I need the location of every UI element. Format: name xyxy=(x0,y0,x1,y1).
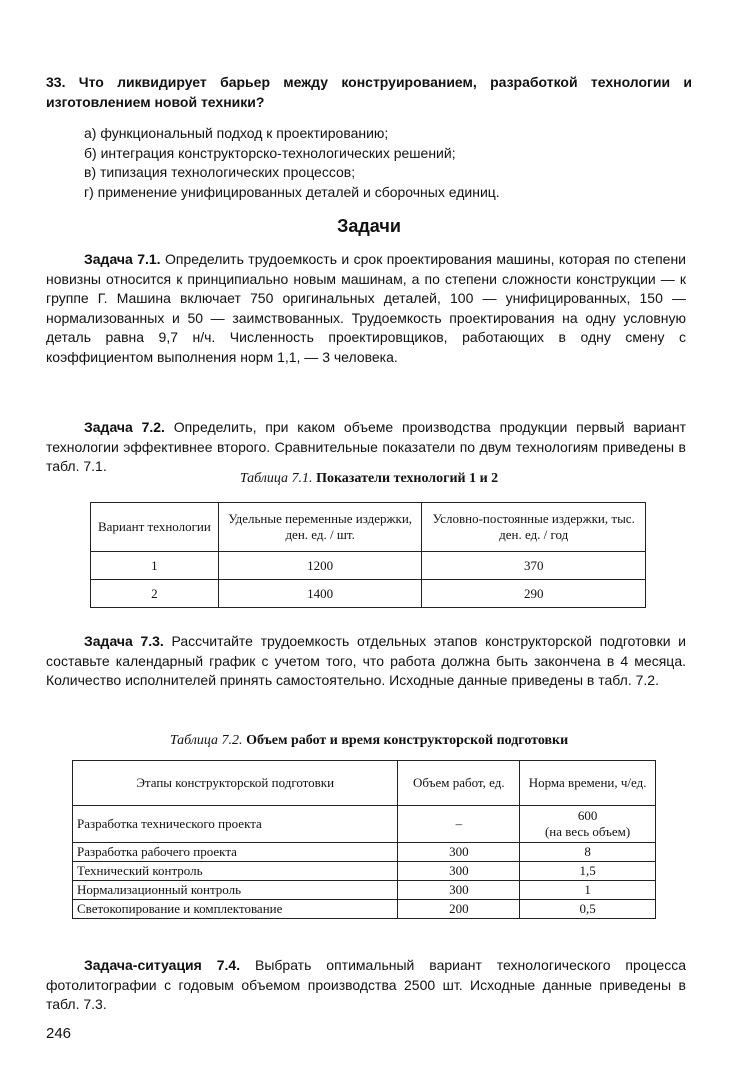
table-cell: 1400 xyxy=(218,580,422,608)
table-cell: 0,5 xyxy=(520,900,656,919)
column-header: Этапы конструкторской подготовки xyxy=(73,761,398,806)
caption-title: Объем работ и время конструкторской подготовки xyxy=(246,733,569,748)
table-cell: 2 xyxy=(91,580,219,608)
table-7-2-caption xyxy=(0,732,738,750)
table-row xyxy=(73,881,656,900)
column-header: Удельные переменные издержки, ден. ед. / шт. xyxy=(218,503,422,552)
table-cell: 300 xyxy=(398,843,520,862)
table-cell: 290 xyxy=(422,580,646,608)
caption-prefix: Таблица 7.1. xyxy=(239,471,313,486)
table-7-1 xyxy=(90,502,646,608)
task-text: Определить трудоемкость и срок проектирования машины, которая по степени новизны относится к принципиально новым машинам, а по степени сложности конструкции — к группе Г. Машина включает 750 оригинальных деталей, 100 — унифицированных, 150 — нормализованных и 50 — заимствованных. Трудоемкость проектирования на одну условную деталь равна 9,7 н/ч. Численность проектировщиков, работающих в одну смену с коэффициентом выполнения норм 1,1, — 3 человека. xyxy=(46,251,686,365)
table-row xyxy=(91,580,646,608)
column-header: Объем работ, ед. xyxy=(398,761,520,806)
task-text: Рассчитайте трудоемкость отдельных этапов конструкторской подготовки и составьте календарный график с учетом того, что работа должна быть закончена в 4 месяца. Количество исполнителей принять самостоятельно. Исходные данные приведены в табл. 7.2. xyxy=(46,633,686,689)
cell-value: 600 xyxy=(577,808,598,823)
table-row xyxy=(91,552,646,580)
question-title: 33. Что ликвидирует барьер между конструированием, разработкой технологии и изготовлением новой техники? xyxy=(46,74,692,110)
answer-option: г) применение унифицированных деталей и сборочных единиц. xyxy=(84,183,500,200)
table-row xyxy=(73,806,656,843)
task-label: Задача-ситуация 7.4. xyxy=(84,957,241,973)
task-label: Задача 7.1. xyxy=(84,251,161,267)
table-cell: 300 xyxy=(398,862,520,881)
table-cell: 1 xyxy=(91,552,219,580)
table-cell: Разработка технического проекта xyxy=(73,806,398,843)
table-cell: Разработка рабочего проекта xyxy=(73,843,398,862)
task-text: Выбрать оптимальный вариант технологического процесса фотолитографии с годовым объемом производства 2500 шт. Исходные данные приведены в табл. 7.3. xyxy=(46,957,686,1013)
table-row xyxy=(73,862,656,881)
task-label: Задача 7.3. xyxy=(84,633,164,649)
table-7-1-caption xyxy=(0,470,738,488)
table-cell: – xyxy=(398,806,520,843)
table-cell xyxy=(520,806,656,843)
caption-title: Показатели технологий 1 и 2 xyxy=(316,471,499,486)
table-cell: Светокопирование и комплектование xyxy=(73,900,398,919)
task-label: Задача 7.2. xyxy=(84,419,165,435)
table-header-row xyxy=(91,503,646,552)
task-text: Определить, при каком объеме производства продукции первый вариант технологии эффективнее второго. Сравнительные показатели по двум технологиям приведены в табл. 7.1. xyxy=(46,419,686,475)
table-cell: 1,5 xyxy=(520,862,656,881)
page-number: 246 xyxy=(46,1025,72,1042)
table-cell: Нормализационный контроль xyxy=(73,881,398,900)
answer-options xyxy=(84,124,694,202)
section-heading: Задачи xyxy=(337,216,401,236)
table-cell: 370 xyxy=(422,552,646,580)
task-7-4 xyxy=(46,956,686,1015)
table-header-row xyxy=(73,761,656,806)
cell-note: (на весь объем) xyxy=(544,824,631,839)
caption-prefix: Таблица 7.2. xyxy=(169,733,243,748)
table-cell: 300 xyxy=(398,881,520,900)
table-row xyxy=(73,900,656,919)
table-cell: 1 xyxy=(520,881,656,900)
answer-option: б) интеграция конструкторско-технологических решений; xyxy=(84,144,456,161)
task-7-2 xyxy=(46,418,686,477)
answer-option: в) типизация технологических процессов; xyxy=(84,164,356,180)
column-header: Условно-постоянные издержки, тыс. ден. ед. / год xyxy=(422,503,646,552)
column-header: Норма времени, ч/ед. xyxy=(520,761,656,806)
answer-option: а) функциональный подход к проектированию; xyxy=(84,125,389,141)
task-7-3 xyxy=(46,632,686,691)
column-header: Вариант технологии xyxy=(91,503,219,552)
table-cell: Технический контроль xyxy=(73,862,398,881)
table-7-2 xyxy=(72,760,656,919)
table-cell: 200 xyxy=(398,900,520,919)
table-cell: 1200 xyxy=(218,552,422,580)
task-7-1 xyxy=(46,250,686,368)
table-cell: 8 xyxy=(520,843,656,862)
table-row xyxy=(73,843,656,862)
